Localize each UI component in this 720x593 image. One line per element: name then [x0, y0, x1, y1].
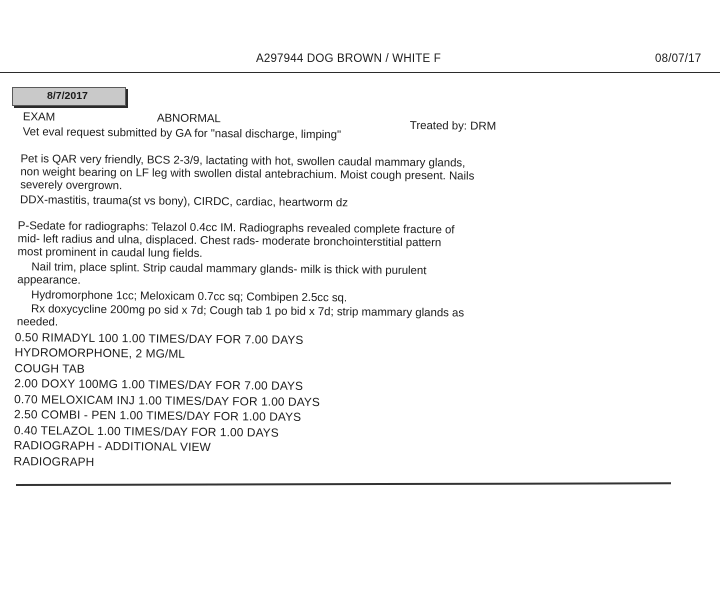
- plan-note-line: most prominent in caudal lung fields.: [17, 246, 203, 260]
- treatment-note: Hydromorphone 1cc; Meloxicam 0.7cc sq; Combipen 2.5cc sq.: [31, 289, 348, 305]
- patient-header: A297944 DOG BROWN / WHITE F: [256, 53, 441, 65]
- charge-line: 0.70 MELOXICAM INJ 1.00 TIMES/DAY FOR 1.00 DAYS: [14, 392, 321, 410]
- plan-note-line: P-Sedate for radiographs: Telazol 0.4cc IM. Radiographs revealed complete fracture of: [17, 220, 455, 237]
- charge-line: 0.50 RIMADYL 100 1.00 TIMES/DAY FOR 7.00 DAYS: [14, 330, 304, 347]
- header-date: 08/07/17: [655, 53, 702, 65]
- charge-line: 2.00 DOXY 100MG 1.00 TIMES/DAY FOR 7.00 DAYS: [14, 376, 304, 393]
- treated-by: Treated by: DRM: [409, 119, 497, 133]
- visit-request: Vet eval request submitted by GA for "nasal discharge, limping": [22, 126, 342, 142]
- exam-note-line: Pet is QAR very friendly, BCS 2-3/9, lactating with hot, swollen caudal mammary glands,: [20, 153, 466, 170]
- charge-line: 0.40 TELAZOL 1.00 TIMES/DAY FOR 1.00 DAYS: [13, 423, 279, 440]
- charge-line: COUGH TAB: [14, 361, 85, 376]
- prescription-note: Rx doxycycline 200mg po sid x 7d; Cough tab 1 po bid x 7d; strip mammary glands as: [30, 303, 465, 320]
- prescription-note: needed.: [16, 316, 59, 329]
- plan-note-line: Nail trim, place splint. Strip caudal mammary glands- milk is thick with purulent: [31, 261, 427, 278]
- differential-diagnosis: DDX-mastitis, trauma(st vs bony), CIRDC, cardiac, heartworm dz: [20, 194, 348, 210]
- charge-line: 2.50 COMBI - PEN 1.00 TIMES/DAY FOR 1.00 DAYS: [13, 407, 302, 424]
- visit-date: 8/7/2017: [47, 90, 88, 102]
- charge-line: RADIOGRAPH - ADDITIONAL VIEW: [13, 438, 211, 455]
- plan-note-line: mid- left radius and ulna, displaced. Chest rads- moderate bronchointerstitial pattern: [17, 233, 442, 250]
- exam-note-line: non weight bearing on LF leg with swollen distal antebrachium. Moist cough present. Nails: [20, 166, 475, 183]
- visit-type: EXAM: [22, 111, 56, 124]
- charge-line: RADIOGRAPH: [13, 454, 95, 469]
- visit-status: ABNORMAL: [156, 112, 221, 126]
- charge-line: HYDROMORPHONE, 2 MG/ML: [14, 345, 186, 361]
- plan-note-line: appearance.: [17, 274, 81, 287]
- exam-note-line: severely overgrown.: [20, 179, 123, 193]
